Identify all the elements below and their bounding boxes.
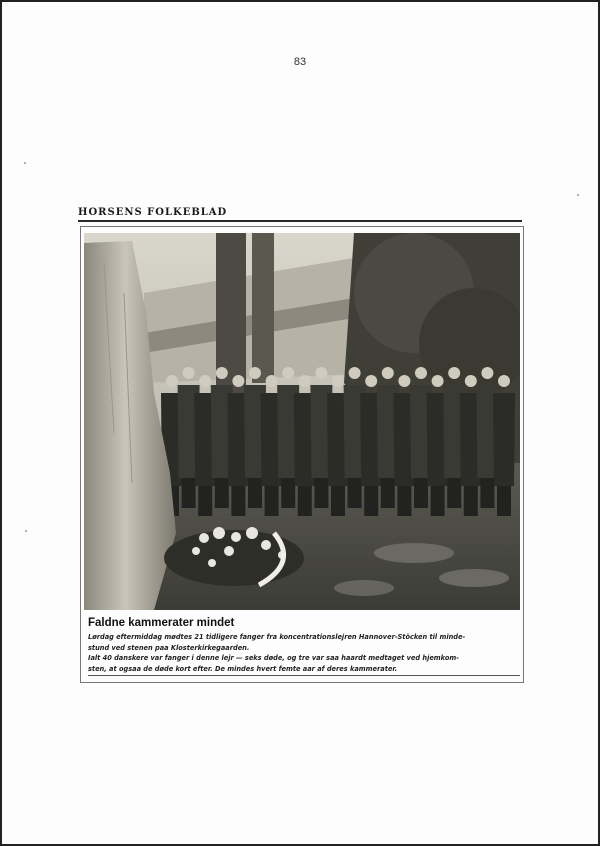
newspaper-clipping [78, 207, 524, 683]
page-number: 83 [293, 56, 307, 68]
man-legs [381, 478, 395, 508]
man-head [216, 367, 228, 379]
masthead-rule [78, 220, 522, 222]
man-head [183, 367, 195, 379]
man-head [498, 375, 510, 387]
man-legs [248, 478, 262, 508]
man-legs [298, 486, 312, 516]
man-legs [348, 478, 362, 508]
paving-stone [439, 569, 509, 587]
memorial-photo-drawing [84, 233, 520, 610]
caption-line: sten, at ogsaa de døde kort efter. De mindes hvert femte aar af deres kammerater. [88, 664, 398, 673]
man-legs [331, 486, 345, 516]
man-head [166, 375, 178, 387]
paving-stone [334, 580, 394, 596]
man-head [299, 375, 311, 387]
man-head [382, 367, 394, 379]
man-head [448, 367, 460, 379]
clipping-bottom-rule [88, 675, 520, 676]
man-legs [364, 486, 378, 516]
man-head [465, 375, 477, 387]
article-headline: Faldne kammerater mindet [88, 617, 235, 629]
man-legs [215, 478, 229, 508]
man-legs [480, 478, 494, 508]
man-head [398, 375, 410, 387]
man-head [481, 367, 493, 379]
newspaper-masthead: HORSENS FOLKEBLAD [78, 207, 228, 218]
man-legs [281, 478, 295, 508]
man-head [349, 367, 361, 379]
man-head [332, 375, 344, 387]
man-head [432, 375, 444, 387]
man-head [266, 375, 278, 387]
man-legs [431, 486, 445, 516]
paving-stone [374, 543, 454, 563]
man-head [415, 367, 427, 379]
man-legs [182, 478, 196, 508]
scan-speck [577, 194, 579, 196]
tree-trunk [252, 233, 274, 383]
man-head [282, 367, 294, 379]
man-legs [497, 486, 511, 516]
memorial-photo [84, 233, 520, 610]
man-head [365, 375, 377, 387]
man-head [249, 367, 261, 379]
article-caption [88, 632, 520, 674]
man-legs [397, 486, 411, 516]
man-head [199, 375, 211, 387]
man-head [315, 367, 327, 379]
caption-line: Ialt 40 danskere var fanger i denne lejr — seks døde, og tre var saa haardt medtaget ved hjemkom- [88, 654, 459, 662]
man-legs [414, 478, 428, 508]
man-legs [447, 478, 461, 508]
man-legs [314, 478, 328, 508]
man-head [232, 375, 244, 387]
man-legs [265, 486, 279, 516]
man-figure [493, 393, 515, 486]
man-legs [464, 486, 478, 516]
scan-speck [25, 530, 27, 532]
caption-line: Lørdag eftermiddag mødtes 21 tidligere fanger fra koncentrationslejren Hannover-Stöcken til minde- [88, 633, 466, 641]
caption-line: stund ved stenen paa Klosterkirkegaarden. [88, 643, 250, 652]
scan-speck [24, 162, 26, 164]
man-legs [231, 486, 245, 516]
man-legs [198, 486, 212, 516]
